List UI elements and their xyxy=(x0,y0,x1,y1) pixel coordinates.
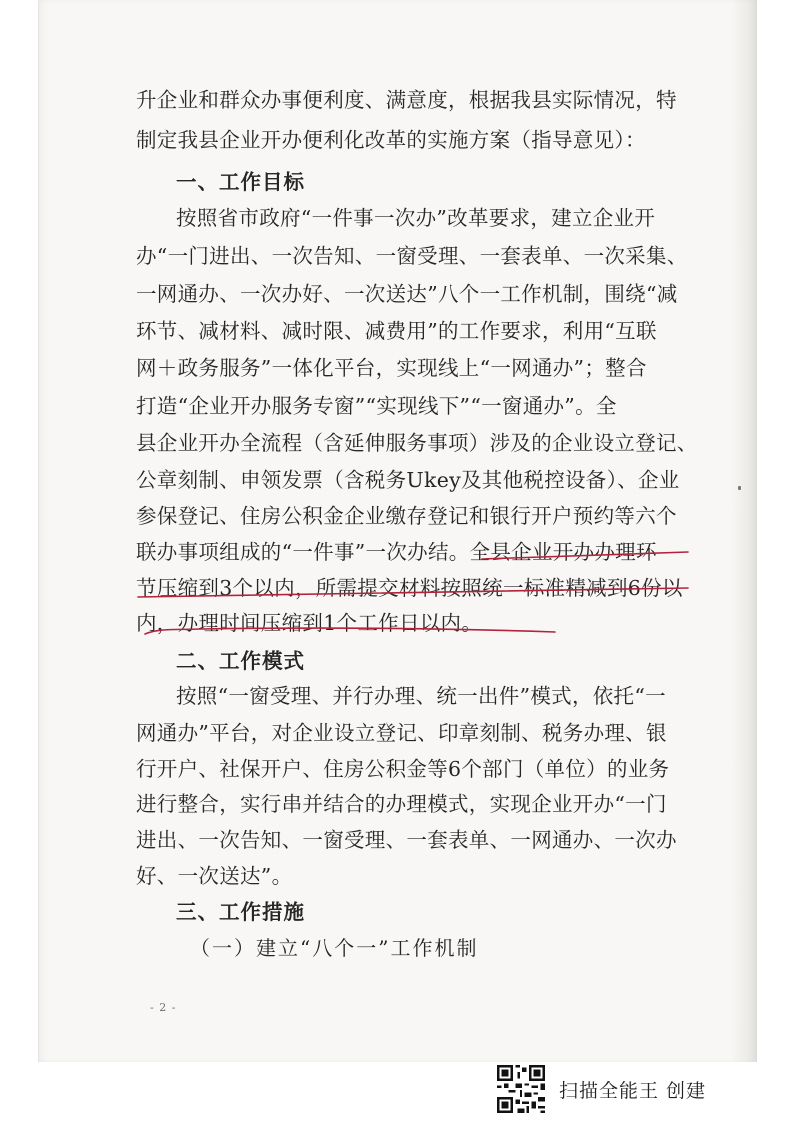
text-line-17: 按照“一窗受理、并行办理、统一出件”模式，依托“一 xyxy=(176,684,666,708)
text-line-2: 制定我县企业开办便利化改革的实施方案（指导意见）： xyxy=(136,128,646,152)
text-line-13: 联办事项组成的“一件事”一次办结。全县企业开办办理环 xyxy=(136,540,657,564)
heading-work-mode: 二、工作模式 xyxy=(176,649,305,673)
text-line-8: 网＋政务服务”一体化平台，实现线上“一网通办”；整合 xyxy=(136,356,647,380)
text-line-9: 打造“企业开办服务专窗”“实现线下”“一窗通办”。全 xyxy=(136,394,617,418)
scanner-watermark xyxy=(497,1064,706,1114)
text-line-5: 办“一门进出、一次告知、一窗受理、一套表单、一次采集、 xyxy=(136,244,688,268)
text-line-7: 环节、减材料、减时限、减费用”的工作要求，利用“互联 xyxy=(136,319,657,343)
qr-code-icon xyxy=(497,1065,545,1113)
text-line-1: 升企业和群众办事便利度、满意度，根据我县实际情况，特 xyxy=(136,88,677,112)
text-line-6: 一网通办、一次办好、一次送达”八个一工作机制，围绕“减 xyxy=(136,282,678,306)
text-line-18: 网通办”平台，对企业设立登记、印章刻制、税务办理、银 xyxy=(136,721,667,745)
text-line-12: 参保登记、住房公积金企业缴存登记和银行开户预约等六个 xyxy=(136,504,677,528)
subheading-eight-ones: （一）建立“八个一”工作机制 xyxy=(190,936,479,960)
text-line-15: 内，办理时间压缩到1个工作日以内。 xyxy=(136,611,483,635)
text-line-19: 行开户、社保开户、住房公积金等6个部门（单位）的业务 xyxy=(136,757,670,781)
text-line-20: 进行整合，实行串并结合的办理模式，实现企业开办“一门 xyxy=(136,792,667,816)
stray-ink-dot xyxy=(738,486,741,490)
text-line-21: 进出、一次告知、一窗受理、一套表单、一网通办、一次办 xyxy=(136,828,677,852)
text-line-14: 节压缩到3个以内，所需提交材料按照统一标准精减到6份以 xyxy=(136,576,683,600)
page-number: - 2 - xyxy=(150,1001,177,1014)
text-line-4: 按照省市政府“一件事一次办”改革要求，建立企业开 xyxy=(176,206,656,230)
text-line-22: 好、一次送达”。 xyxy=(136,864,293,888)
heading-work-goals: 一、工作目标 xyxy=(176,170,305,194)
text-line-10: 县企业开办全流程（含延伸服务事项）涉及的企业设立登记、 xyxy=(136,431,698,455)
text-line-11: 公章刻制、申领发票（含税务Ukey及其他税控设备）、企业 xyxy=(136,468,680,492)
heading-work-measures: 三、工作措施 xyxy=(176,900,305,924)
scanner-app-label: 扫描全能王 创建 xyxy=(559,1079,707,1102)
